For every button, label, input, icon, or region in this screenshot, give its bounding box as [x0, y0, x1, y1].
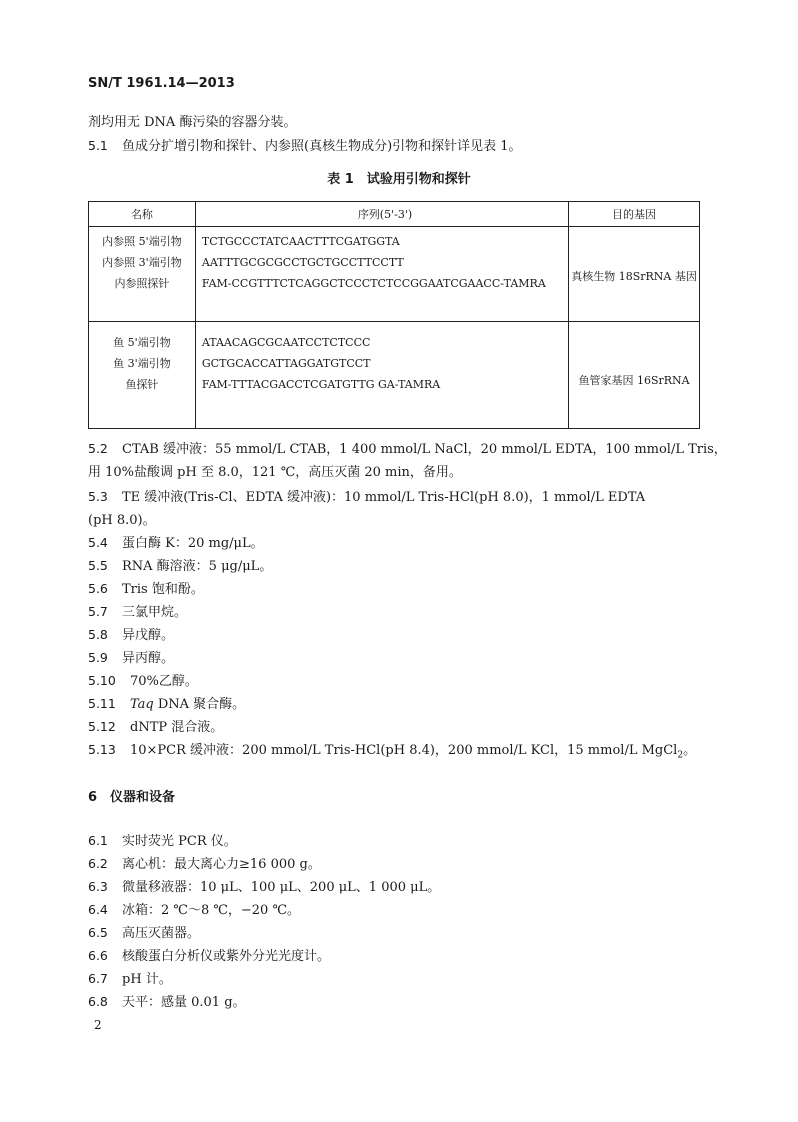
col-header-gene: 目的基因 [569, 202, 700, 227]
item-6-2 [88, 853, 321, 872]
item-6-7 [88, 968, 172, 987]
item-text: 鱼成分扩增引物和探针、内参照(真核生物成分)引物和探针详见表 1。 [122, 139, 522, 154]
table-row [89, 322, 700, 429]
primer-name: 内参照 5'端引物 [102, 235, 182, 248]
item-6-6 [88, 945, 330, 964]
primer-name: 内参照探针 [114, 277, 170, 290]
sequence: AATTTGCGCGCCTGCTGCCTTCCTT [201, 256, 404, 269]
item-5-5 [88, 555, 272, 574]
item-text: TE 缓冲液(Tris-Cl、EDTA 缓冲液)：10 mmol/L Tris-HCl(pH 8.0)，1 mmol/L EDTA [122, 490, 646, 505]
item-text: 三氯甲烷。 [122, 605, 188, 620]
item-tail: 。 [683, 743, 697, 758]
item-5-11 [88, 693, 245, 712]
item-6-1 [88, 830, 237, 849]
col-header-sequence: 序列(5'-3') [195, 202, 568, 227]
primer-name: 内参照 3'端引物 [102, 256, 182, 269]
item-number: 6.5 [88, 925, 108, 940]
names-cell [89, 322, 196, 429]
section-6-heading [88, 786, 175, 805]
subscript: 2 [677, 750, 684, 761]
item-6-4 [88, 899, 300, 918]
item-6-8 [88, 991, 246, 1010]
sequence-cell [195, 227, 568, 322]
item-text: 天平：感量 0.01 g。 [122, 995, 246, 1010]
primer-probe-table [88, 201, 700, 429]
sequence-cell [195, 322, 568, 429]
table-title: 表 1 试验用引物和探针 [327, 172, 471, 187]
item-5-7 [88, 601, 187, 620]
gene-cell: 真核生物 18SrRNA 基因 [569, 227, 700, 322]
item-5-8 [88, 624, 174, 643]
item-5-2-cont: 用 10%盐酸调 pH 至 8.0，121 ℃，高压灭菌 20 min，备用。 [88, 465, 462, 480]
gene-cell: 鱼管家基因 16SrRNA [569, 322, 700, 429]
item-5-13 [88, 739, 696, 761]
item-text: 70%乙醇。 [130, 674, 198, 689]
sequence: FAM-TTTACGACCTCGATGTTG GA-TAMRA [201, 378, 441, 391]
item-6-3 [88, 876, 440, 895]
item-number: 6.4 [88, 902, 108, 917]
item-text: RNA 酶溶液：5 μg/μL。 [122, 559, 273, 574]
col-header-name: 名称 [89, 202, 196, 227]
primer-name: 鱼 5'端引物 [113, 336, 171, 349]
item-text: 10×PCR 缓冲液：200 mmol/L Tris-HCl(pH 8.4)，200 mmol/L KCl，15 mmol/L MgCl [130, 743, 678, 758]
table-header-row [89, 202, 700, 227]
item-5-2 [88, 438, 727, 457]
item-5-10 [88, 670, 198, 689]
item-text: dNTP 混合液。 [130, 720, 224, 735]
item-number: 5.8 [88, 627, 108, 642]
sequence: TCTGCCCTATCAACTTTCGATGGTA [201, 235, 400, 248]
item-text: CTAB 缓冲液：55 mmol/L CTAB，1 400 mmol/L NaCl，20 mmol/L EDTA，100 mmol/L Tris， [122, 442, 727, 457]
item-text: 蛋白酶 K：20 mg/μL。 [122, 536, 264, 551]
item-5-1 [88, 135, 522, 154]
item-text: pH 计。 [122, 972, 172, 987]
item-text: 实时荧光 PCR 仪。 [122, 834, 237, 849]
section-title: 仪器和设备 [110, 790, 176, 805]
item-text: 微量移液器：10 μL、100 μL、200 μL、1 000 μL。 [122, 880, 441, 895]
item-number: 6.1 [88, 833, 108, 848]
section-number: 6 [88, 790, 98, 805]
item-5-9 [88, 647, 174, 666]
item-5-3 [88, 486, 645, 505]
item-number: 5.4 [88, 535, 108, 550]
sequence: GCTGCACCATTAGGATGTCCT [201, 357, 371, 370]
item-number: 6.2 [88, 856, 108, 871]
primer-name: 鱼探针 [125, 378, 159, 391]
item-text: 冰箱：2 ℃～8 ℃，−20 ℃。 [122, 903, 301, 918]
item-number: 5.5 [88, 558, 108, 573]
sequence: ATAACAGCGCAATCCTCTCCC [201, 336, 371, 349]
standard-code-header: SN/T 1961.14—2013 [88, 76, 235, 91]
item-number: 5.9 [88, 650, 108, 665]
item-text: 离心机：最大离心力≥16 000 g。 [122, 857, 321, 872]
item-text: DNA 聚合酶。 [153, 697, 246, 712]
page-number: 2 [94, 1018, 102, 1032]
primer-name: 鱼 3'端引物 [113, 357, 171, 370]
table-row [89, 227, 700, 322]
item-number: 5.2 [88, 441, 108, 456]
item-number: 5.6 [88, 581, 108, 596]
item-number: 5.10 [88, 673, 116, 688]
names-cell [89, 227, 196, 322]
item-text: 异戊醇。 [122, 628, 175, 643]
item-number: 6.6 [88, 948, 108, 963]
item-number: 6.7 [88, 971, 108, 986]
item-text: Tris 饱和酚。 [122, 582, 204, 597]
item-5-12 [88, 716, 223, 735]
item-5-3-cont: (pH 8.0)。 [88, 513, 156, 528]
item-5-6 [88, 578, 204, 597]
item-italic-text: Taq [130, 697, 154, 712]
item-number: 5.1 [88, 138, 108, 153]
item-number: 5.12 [88, 719, 116, 734]
item-text: 高压灭菌器。 [122, 926, 201, 941]
item-number: 5.3 [88, 489, 108, 504]
sequence: FAM-CCGTTTCTCAGGCTCCCTCTCCGGAATCGAACC-TAMRA [201, 277, 546, 290]
item-5-4 [88, 532, 264, 551]
item-6-5 [88, 922, 200, 941]
item-number: 5.13 [88, 742, 116, 757]
item-number: 5.7 [88, 604, 108, 619]
item-number: 6.3 [88, 879, 108, 894]
item-number: 6.8 [88, 994, 108, 1009]
item-text: 异丙醇。 [122, 651, 175, 666]
item-text: 核酸蛋白分析仪或紫外分光光度计。 [122, 949, 331, 964]
item-number: 5.11 [88, 696, 116, 711]
intro-line: 剂均用无 DNA 酶污染的容器分装。 [88, 115, 297, 130]
